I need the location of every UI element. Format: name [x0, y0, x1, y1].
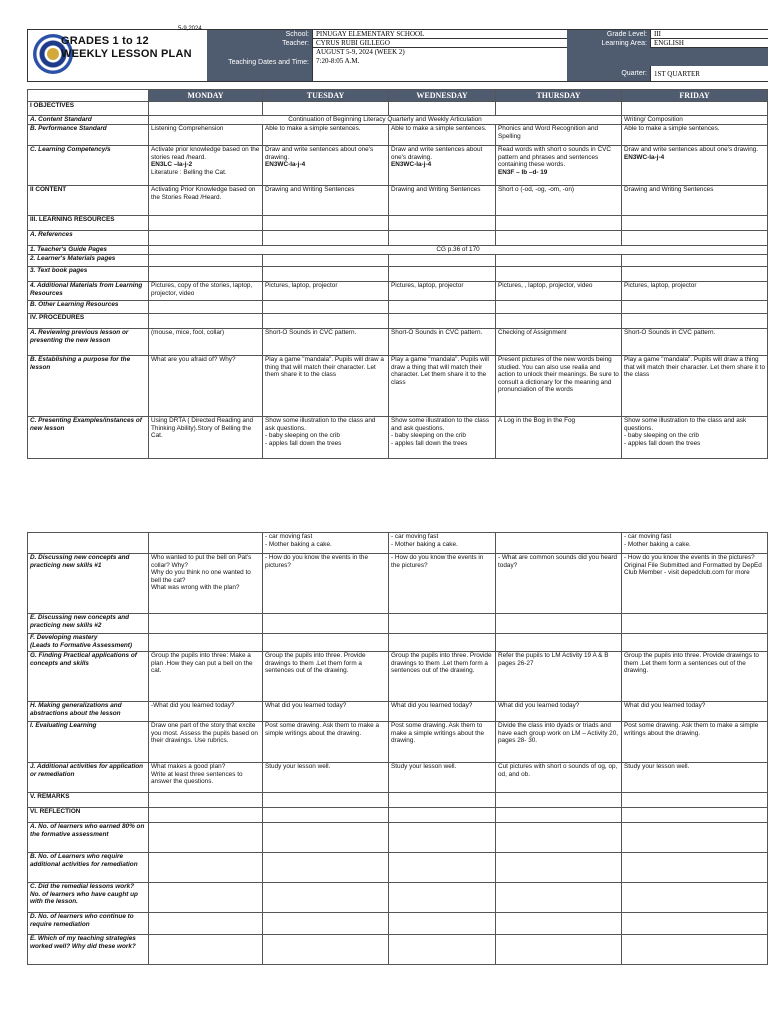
discussing1-tuesday: - How do you know the events in the pictures?: [263, 554, 389, 614]
content-standard-label: A. Content Standard: [28, 116, 149, 125]
discussing1-friday: - How do you know the events in the pictures? Original File Submitted and Formatted by DepEd Club Member - visit depedclub.com for more: [622, 554, 768, 614]
reflection-c-label: C. Did the remedial lessons work? No. of learners who have caught up with the lesson.: [28, 883, 149, 913]
content-wednesday: Drawing and Writing Sentences: [389, 186, 496, 216]
generalization-tuesday: What did you learned today?: [263, 702, 389, 722]
comp-monday: Activate prior knowledge based on the stories read /heard. EN3LC –Ia-j-2 Literature : Belling the Cat.: [149, 146, 263, 186]
comp-thursday: Read words with short o sounds in CVC pattern and phrases and sentences containing these words. EN3F – Ib –d- 19: [496, 146, 622, 186]
objectives-label: I OBJECTIVES: [28, 102, 149, 116]
practical-label: G. Finding Practical applications of concepts and skills: [28, 652, 149, 702]
quarter-value: 1ST QUARTER: [650, 66, 768, 81]
evaluating-thursday: Divide the class into dyads or triads and have each group work on LM – Activity 20, pages 28- 30.: [496, 722, 622, 763]
review-wednesday: Short-O Sounds in CVC pattern.: [389, 329, 496, 356]
cont-thursday: [496, 533, 622, 554]
purpose-thursday: Present pictures of the new words being studied. You can also use realia and action to unlock their meanings. Be sure to consult a dictionary for the meaning and pronunciation of the words: [496, 356, 622, 417]
cont-monday: [149, 533, 263, 554]
purpose-wednesday: Play a game "mandala". Pupils will draw a thing that will match their character. Let them share it to the class: [389, 356, 496, 417]
content-tuesday: Drawing and Writing Sentences: [263, 186, 389, 216]
title-line2: WEEKLY LESSON PLAN: [61, 48, 192, 60]
reflection-b-label: B. No. of Learners who require additional activities for remediation: [28, 853, 149, 883]
discussing1-monday: Who wanted to put the bell on Pat's collar? Why? Why do you think no one wanted to bell the cat? What was wrong with the plan?: [149, 554, 263, 614]
continued-label: [28, 533, 149, 554]
day-friday: FRIDAY: [622, 90, 768, 102]
teacher-label: Teacher:: [207, 39, 312, 48]
evaluating-monday: Draw one part of the story that excite you most. Assess the pupils based on their drawings. Use rubrics.: [149, 722, 263, 763]
reflection-a-label: A. No. of learners who earned 80% on the formative assessment: [28, 823, 149, 853]
perf-thursday: Phonics and Word Recognition and Spelling: [496, 125, 622, 146]
reflection-d-label: D. No. of learners who continue to require remediation: [28, 913, 149, 935]
corner-cell: [28, 90, 149, 102]
evaluating-wednesday: Post some drawing. Ask them to make a simple writings about the drawing.: [389, 722, 496, 763]
practical-thursday: Refer the pupils to LM Activity 19 A & B pages 26-27: [496, 652, 622, 702]
cont-friday: - car moving fast - Mother baking a cake.: [622, 533, 768, 554]
practical-friday: Group the pupils into three. Provide drawings to them .Let them form a sentences out of the drawing.: [622, 652, 768, 702]
discussing2-label: E. Discussing new concepts and practicing new skills #2: [28, 614, 149, 634]
header-info-grid: [207, 30, 768, 81]
purpose-friday: Play a game "mandala". Pupils will draw a thing that will match their character. Let them share it to the class: [622, 356, 768, 417]
presenting-tuesday: Show some illustration to the class and ask questions. - baby sleeping on the crib - apples fall down the trees: [263, 417, 389, 459]
day-wednesday: WEDNESDAY: [389, 90, 496, 102]
grade-label: Grade Level:: [567, 30, 650, 39]
additional-act-friday: Study your lesson well.: [622, 763, 768, 793]
procedures-label: IV. PROCEDURES: [28, 314, 149, 329]
content-standard-friday: Writing/ Composition: [622, 116, 768, 125]
generalization-thursday: What did you learned today?: [496, 702, 622, 722]
perf-friday: Able to make a simple sentences.: [622, 125, 768, 146]
discussing1-thursday: - What are common sounds did you heard today?: [496, 554, 622, 614]
evaluating-tuesday: Post some drawing. Ask them to make a simple writings about the drawing.: [263, 722, 389, 763]
presenting-label: C. Presenting Examples/instances of new lesson: [28, 417, 149, 459]
review-friday: Short-O Sounds in CVC pattern.: [622, 329, 768, 356]
lesson-table-part2: [27, 532, 768, 965]
review-monday: (mouse, mice, fool, collar): [149, 329, 263, 356]
time-value: 7:20-8:05 A.M.: [312, 57, 567, 81]
teacher-value: CYRUS RUBI GILLEGO: [312, 39, 567, 48]
practical-wednesday: Group the pupils into three. Provide drawings to them .Let them form a sentences out of the drawing.: [389, 652, 496, 702]
title-line1: GRADES 1 to 12: [61, 35, 149, 47]
tg-pages-value: CG p.36 of 170: [149, 246, 768, 255]
cont-wednesday: - car moving fast - Mother baking a cake.: [389, 533, 496, 554]
comp-tuesday: Draw and write sentences about one's drawing. EN3WC-Ia-j-4: [263, 146, 389, 186]
review-thursday: Checking of Assignment: [496, 329, 622, 356]
performance-standard-label: B. Performance Standard: [28, 125, 149, 146]
purpose-tuesday: Play a game "mandala". Pupils will draw a thing that will match their character. Let them share it to the class: [263, 356, 389, 417]
review-tuesday: Short-O Sounds in CVC pattern.: [263, 329, 389, 356]
additional-wednesday: Pictures, laptop, projector: [389, 282, 496, 301]
additional-act-wednesday: Study your lesson well.: [389, 763, 496, 793]
evaluating-label: I. Evaluating Learning: [28, 722, 149, 763]
content-label: II CONTENT: [28, 186, 149, 216]
additional-act-tuesday: Study your lesson well.: [263, 763, 389, 793]
practical-tuesday: Group the pupils into three. Provide drawings to them .Let them form a sentences out of the drawing.: [263, 652, 389, 702]
competency-label: C. Learning Competency/s: [28, 146, 149, 186]
lesson-table-part1: [27, 89, 768, 459]
additional-activities-label: J. Additional activities for application or remediation: [28, 763, 149, 793]
resources-label: III. LEARNING RESOURCES: [28, 216, 149, 231]
dates-label: Teaching Dates and Time:: [207, 48, 312, 81]
date-mark: 5-9,2024: [178, 26, 202, 32]
presenting-wednesday: Show some illustration to the class and ask questions. - baby sleeping on the crib - apples fall down the trees: [389, 417, 496, 459]
additional-act-monday: What makes a good plan? Write at least three sentences to answer the questions.: [149, 763, 263, 793]
generalization-label: H. Making generalizations and abstractions about the lesson: [28, 702, 149, 722]
content-monday: Activating Prior Knowledge based on the Stories Read /Heard.: [149, 186, 263, 216]
school-label: School:: [207, 30, 312, 39]
school-value: PINUGAY ELEMENTARY SCHOOL: [312, 30, 567, 39]
perf-monday: Listening Comprehension: [149, 125, 263, 146]
area-value: ENGLISH: [650, 39, 768, 48]
generalization-monday: -What did you learned today?: [149, 702, 263, 722]
evaluating-friday: Post some drawing. Ask them to make a simple writings about the drawing.: [622, 722, 768, 763]
generalization-wednesday: What did you learned today?: [389, 702, 496, 722]
purpose-label: B. Establishing a purpose for the lesson: [28, 356, 149, 417]
comp-friday: Draw and write sentences about one's drawing. EN3WC-Ia-j-4: [622, 146, 768, 186]
content-friday: Drawing and Writing Sentences: [622, 186, 768, 216]
additional-tuesday: Pictures, laptop, projector: [263, 282, 389, 301]
presenting-thursday: A Log in the Bog in the Fog: [496, 417, 622, 459]
perf-tuesday: Able to make a simple sentences.: [263, 125, 389, 146]
textbook-label: 3. Text book pages: [28, 267, 149, 282]
purpose-monday: What are you afraid of? Why?: [149, 356, 263, 417]
blank-dark-cell: [650, 48, 768, 66]
other-resources-label: B. Other Learning Resources: [28, 301, 149, 314]
reflection-label: VI. REFLECTION: [28, 808, 149, 823]
content-standard-value: Continuation of Beginning Literacy Quarterly and Weekly Articulation: [149, 116, 622, 125]
additional-thursday: Pictures, , laptop, projector, video: [496, 282, 622, 301]
mastery-label: F. Developing mastery (Leads to Formative Assessment): [28, 634, 149, 652]
generalization-friday: What did you learned today?: [622, 702, 768, 722]
header-block: [27, 26, 768, 82]
grade-value: III: [650, 30, 768, 39]
lm-pages-label: 2. Learner's Materials pages: [28, 255, 149, 267]
quarter-label: Quarter:: [567, 48, 650, 81]
review-label: A. Reviewing previous lesson or presenting the new lesson: [28, 329, 149, 356]
references-label: A. References: [28, 231, 149, 246]
additional-monday: Pictures, copy of the stories, laptop, projector, video: [149, 282, 263, 301]
day-thursday: THURSDAY: [496, 90, 622, 102]
additional-materials-label: 4. Additional Materials from Learning Resources: [28, 282, 149, 301]
additional-friday: Pictures, laptop, projector: [622, 282, 768, 301]
remarks-label: V. REMARKS: [28, 793, 149, 808]
day-monday: MONDAY: [149, 90, 263, 102]
presenting-friday: Show some illustration to the class and ask questions. - baby sleeping on the crib - apples fall down the trees: [622, 417, 768, 459]
tg-pages-label: 1. Teacher's Guide Pages: [28, 246, 149, 255]
discussing1-wednesday: - How do you know the events in the pictures?: [389, 554, 496, 614]
presenting-monday: Using DRTA ( Directed Reading and Thinking Ability).Story of Belling the Cat.: [149, 417, 263, 459]
comp-wednesday: Draw and write sentences about one's drawing. EN3WC-Ia-j-4: [389, 146, 496, 186]
day-tuesday: TUESDAY: [263, 90, 389, 102]
perf-wednesday: Able to make a simple sentences.: [389, 125, 496, 146]
cont-tuesday: - car moving fast - Mother baking a cake.: [263, 533, 389, 554]
dates-value: AUGUST 5-9, 2024 (WEEK 2): [312, 48, 567, 57]
additional-act-thursday: Cut pictures with short o sounds of og, op, od, and ob.: [496, 763, 622, 793]
reflection-e-label: E. Which of my teaching strategies worked well? Why did these work?: [28, 935, 149, 965]
area-label: Learning Area:: [567, 39, 650, 48]
content-thursday: Short o (-od, -og, -om, -on): [496, 186, 622, 216]
discussing1-label: D. Discussing new concepts and practicing new skills #1: [28, 554, 149, 614]
practical-monday: Group the pupils into three: Make a plan .How they can put a bell on the cat.: [149, 652, 263, 702]
